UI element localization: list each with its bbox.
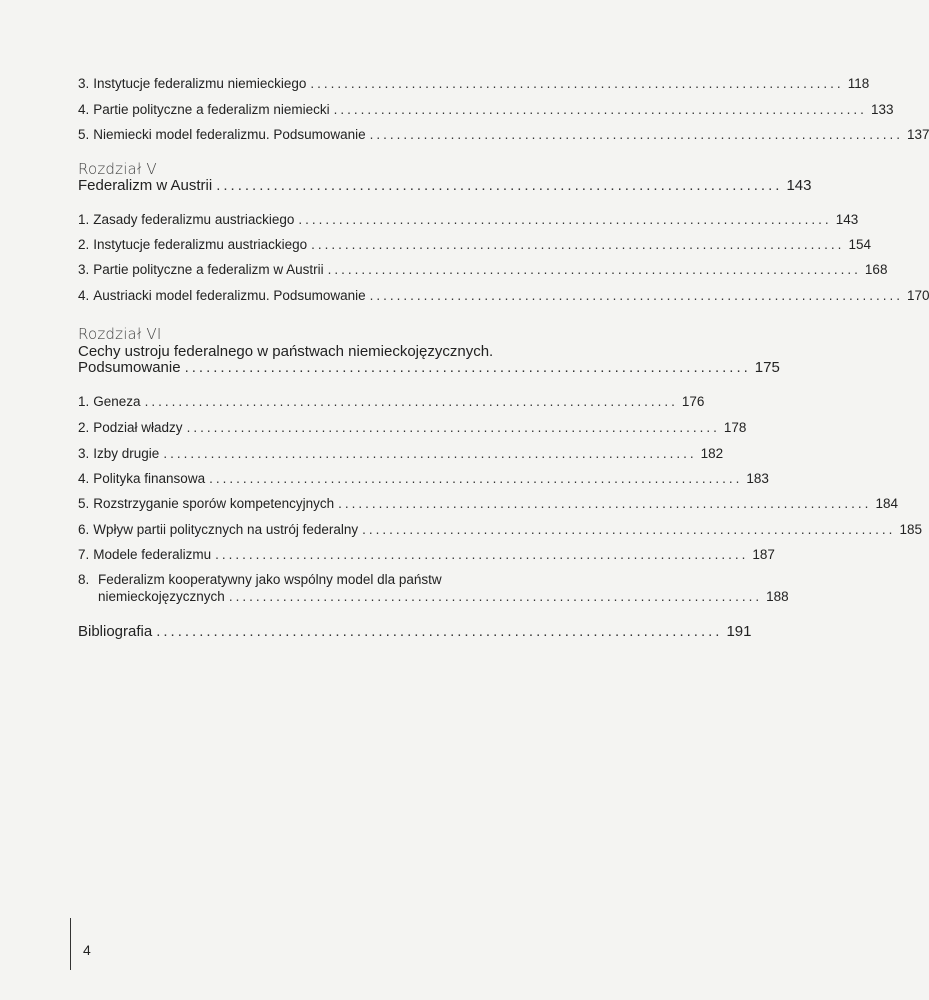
toc-entry <box>78 394 705 410</box>
entry-title: Wpływ partii politycznych na ustrój federalny <box>93 522 359 537</box>
entry-page: 184 <box>875 496 898 511</box>
leader-dots: ............................................................................... <box>338 496 872 511</box>
toc-entry-line2 <box>98 589 789 605</box>
entry-page: 185 <box>899 522 922 537</box>
bibliography-entry <box>78 623 752 640</box>
entry-title: Rozstrzyganie sporów kompetencyjnych <box>93 496 335 511</box>
chapter-label: Rozdział VI <box>78 325 162 343</box>
entry-title: Partie polityczne a federalizm niemiecki <box>93 102 330 117</box>
entry-number: 6. <box>78 522 90 537</box>
entry-page: 176 <box>681 394 705 409</box>
entry-number: 1. <box>78 394 90 409</box>
toc-entry <box>78 237 871 253</box>
leader-dots: ............................................................................... <box>369 127 903 142</box>
chapter-title-line1: Cechy ustroju federalnego w państwach niemieckojęzycznych. <box>78 343 494 360</box>
entry-title: Austriacki model federalizmu. Podsumowanie <box>93 288 366 303</box>
toc-entry <box>78 420 747 436</box>
entry-number: 8. <box>78 572 90 587</box>
entry-page: 137 <box>906 127 929 142</box>
leader-dots: ............................................................................... <box>144 394 678 409</box>
entry-title: Instytucje federalizmu niemieckiego <box>93 76 307 91</box>
toc-entry <box>78 446 724 462</box>
toc-entry <box>78 76 870 92</box>
entry-title: Niemiecki model federalizmu. Podsumowanie <box>93 127 366 142</box>
entry-number: 5. <box>78 127 90 142</box>
entry-number: 4. <box>78 471 90 486</box>
entry-page: 133 <box>870 102 894 117</box>
leader-dots: ............................................................................... <box>369 288 903 303</box>
toc-entry <box>78 496 898 512</box>
leader-dots: ............................................................................... <box>163 446 697 461</box>
entry-title: Instytucje federalizmu austriackiego <box>93 237 308 252</box>
entry-page: 183 <box>746 471 769 486</box>
entry-page: 170 <box>906 288 929 303</box>
chapter-page: 143 <box>786 177 812 194</box>
toc-entry <box>78 262 888 278</box>
entry-number: 2. <box>78 420 90 435</box>
entry-title: Izby drugie <box>93 446 160 461</box>
chapter-heading <box>78 177 812 194</box>
bibliography-page: 191 <box>726 623 752 640</box>
leader-dots: ............................................................................... <box>298 212 832 227</box>
entry-number: 2. <box>78 237 90 252</box>
entry-title: Podział władzy <box>93 420 183 435</box>
toc-entry <box>78 212 859 228</box>
entry-page: 143 <box>835 212 859 227</box>
entry-title: Geneza <box>93 394 141 409</box>
leader-dots: ............................................................................... <box>209 471 743 486</box>
entry-page: 187 <box>752 547 775 562</box>
entry-number: 4. <box>78 288 90 303</box>
leader-dots: ............................................................................... <box>311 237 845 252</box>
entry-number: 3. <box>78 76 90 91</box>
leader-dots: ............................................................................... <box>362 522 896 537</box>
toc-entry <box>78 471 769 487</box>
entry-number: 7. <box>78 547 90 562</box>
leader-dots: ............................................................................... <box>184 359 751 376</box>
toc-entry <box>78 288 929 304</box>
entry-title: Zasady federalizmu austriackiego <box>93 212 295 227</box>
toc-entry <box>78 127 929 143</box>
entry-number: 3. <box>78 262 90 277</box>
leader-dots: ............................................................................... <box>228 589 763 604</box>
leader-dots: ............................................................................... <box>327 262 861 277</box>
entry-page: 182 <box>700 446 724 461</box>
entry-number: 5. <box>78 496 90 511</box>
footer-rule <box>70 918 71 970</box>
chapter-heading <box>78 359 780 376</box>
leader-dots: ............................................................................... <box>215 547 749 562</box>
toc-entry <box>78 522 922 538</box>
leader-dots: ............................................................................... <box>156 623 723 640</box>
leader-dots: ............................................................................... <box>333 102 867 117</box>
entry-page: 168 <box>864 262 888 277</box>
entry-page: 188 <box>766 589 789 604</box>
entry-page: 178 <box>723 420 747 435</box>
leader-dots: ............................................................................... <box>186 420 720 435</box>
entry-title: Partie polityczne a federalizm w Austrii <box>93 262 324 277</box>
chapter-label: Rozdział V <box>78 160 157 178</box>
entry-title: Polityka finansowa <box>93 471 206 486</box>
bibliography-title: Bibliografia <box>78 623 153 640</box>
entry-number: 4. <box>78 102 90 117</box>
leader-dots: ............................................................................... <box>310 76 844 91</box>
chapter-title: Federalizm w Austrii <box>78 177 213 194</box>
chapter-page: 175 <box>754 359 780 376</box>
toc-entry <box>78 547 775 563</box>
entry-title-continued: niemieckojęzycznych <box>98 589 225 604</box>
entry-number: 1. <box>78 212 90 227</box>
toc-entry-line1 <box>78 572 628 588</box>
entry-title: Modele federalizmu <box>93 547 212 562</box>
entry-page: 118 <box>847 76 870 91</box>
toc-entry <box>78 102 894 118</box>
entry-title: Federalizm kooperatywny jako wspólny model dla państw <box>98 572 442 587</box>
chapter-title-line2: Podsumowanie <box>78 359 181 376</box>
entry-page: 154 <box>848 237 871 252</box>
leader-dots: ............................................................................... <box>216 177 783 194</box>
page-number: 4 <box>83 942 91 958</box>
entry-number: 3. <box>78 446 90 461</box>
